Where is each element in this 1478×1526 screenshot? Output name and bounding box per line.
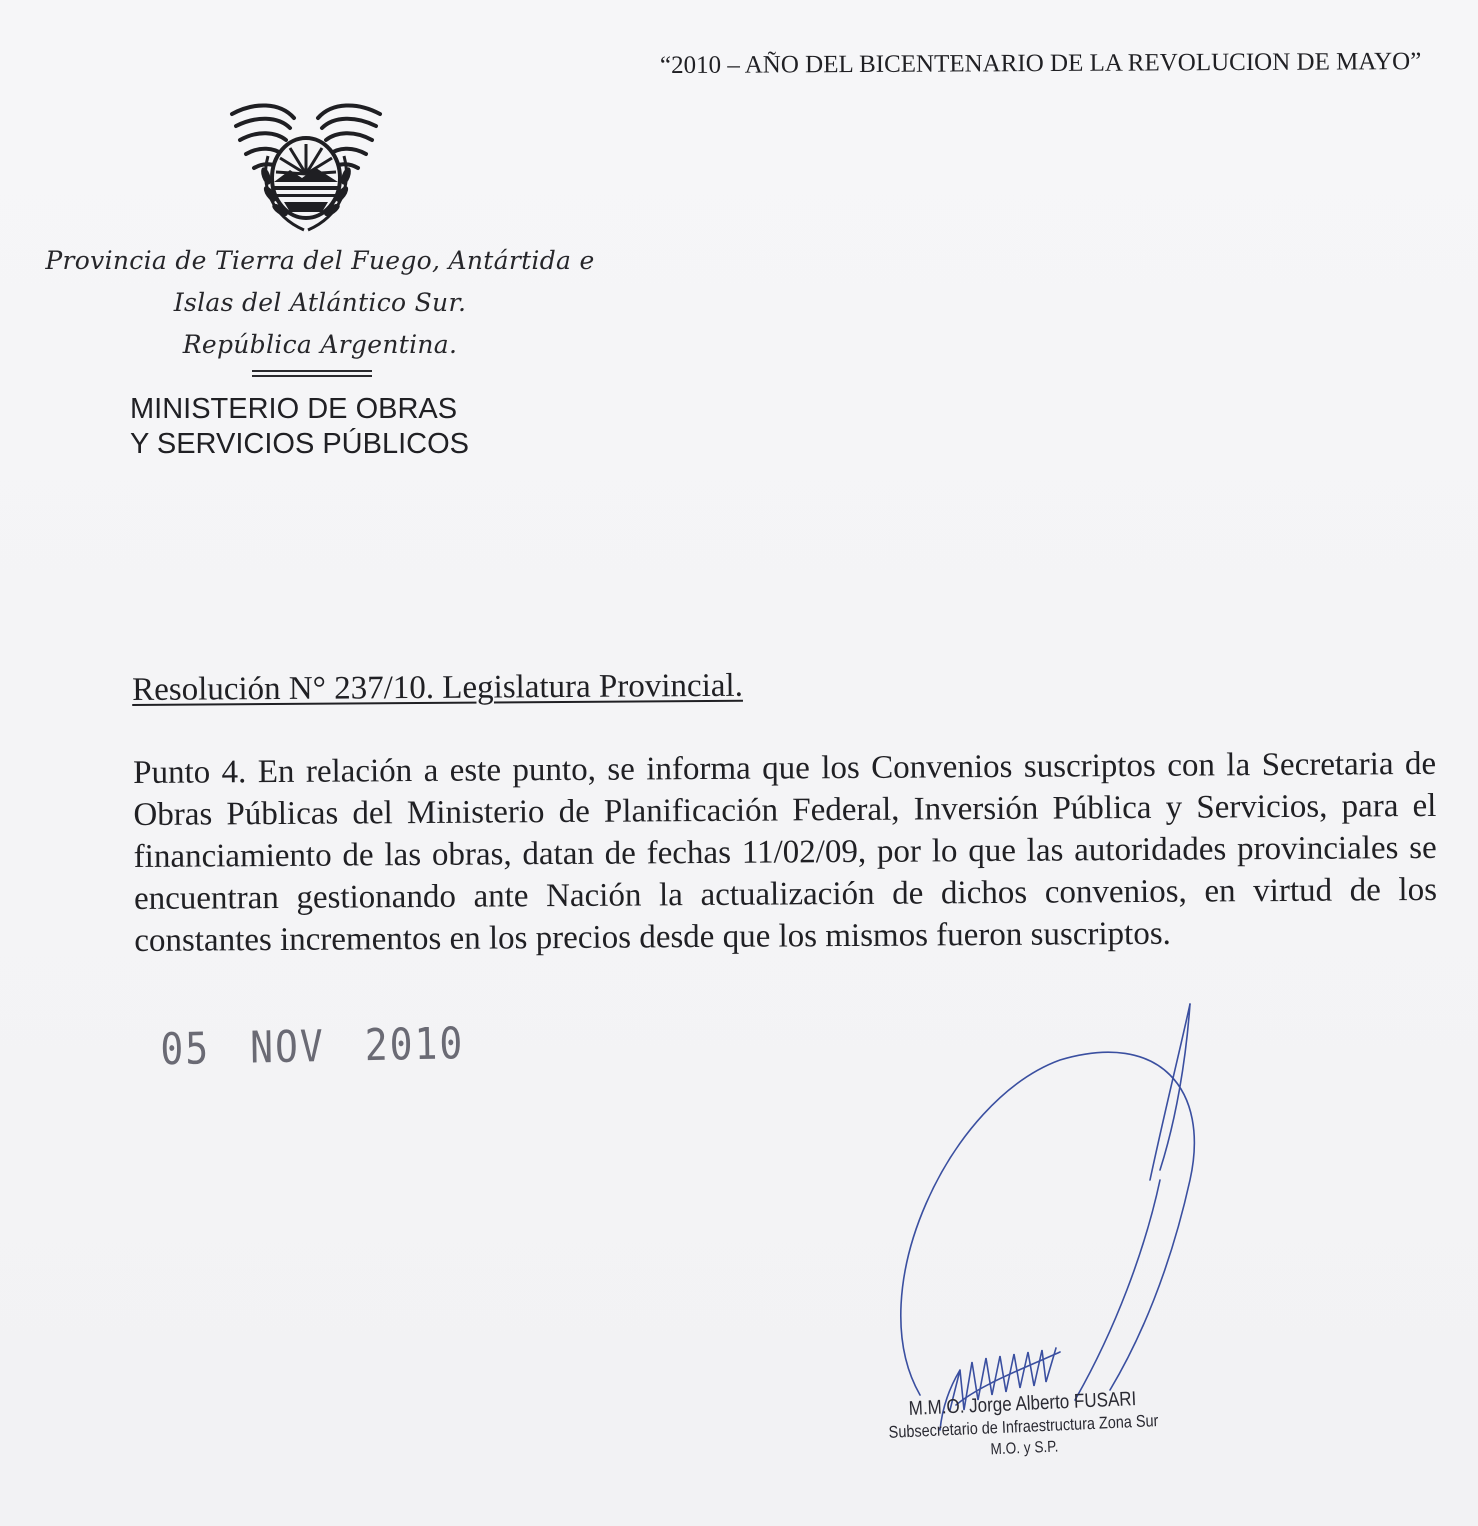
date-stamp [160, 1018, 465, 1075]
signatory-role: Subsecretario de Infraestructura Zona Sur [888, 1411, 1159, 1442]
signatory-name: M.M.O. Jorge Alberto FUSARI [908, 1388, 1137, 1420]
resolution-heading: Resolución N° 237/10. Legislatura Provincial. [132, 667, 744, 708]
body-paragraph: Punto 4. En relación a este punto, se informa que los Convenios suscriptos con la Secretaria de Obras Públicas del Ministerio de Planificación Federal, Inversión Pública y Servicios, para el financiamiento de las obras, datan de fechas 11/02/09, por lo que las autoridades provinciales se encuentran gestionando ante Nación la actualización de dichos convenios, en virtud de los constantes incrementos en los precios desde que los mismos fueron suscriptos. [133, 745, 1438, 959]
stamp-year: 2010 [364, 1017, 465, 1071]
handwritten-signature [860, 990, 1220, 1440]
ministry-line: MINISTERIO DE OBRAS [130, 393, 458, 425]
bicentennial-motto: “2010 – AÑO DEL BICENTENARIO DE LA REVOLUCION DE MAYO” [659, 48, 1422, 80]
signatory-department: M.O. y S.P. [990, 1438, 1059, 1459]
ministry-name [130, 392, 469, 462]
stamp-month: NOV [249, 1020, 326, 1073]
country-line: República Argentina. [182, 330, 458, 359]
ministry-line: Y SERVICIOS PÚBLICOS [130, 428, 469, 460]
province-line: Provincia de Tierra del Fuego, Antártida e [45, 246, 595, 275]
province-name [40, 240, 600, 366]
province-line: Islas del Atlántico Sur. [173, 288, 467, 317]
signatory-block [886, 1386, 1161, 1466]
letterhead-divider [252, 370, 372, 378]
stamp-day: 05 [160, 1023, 211, 1075]
coat-of-arms-icon [224, 96, 388, 236]
